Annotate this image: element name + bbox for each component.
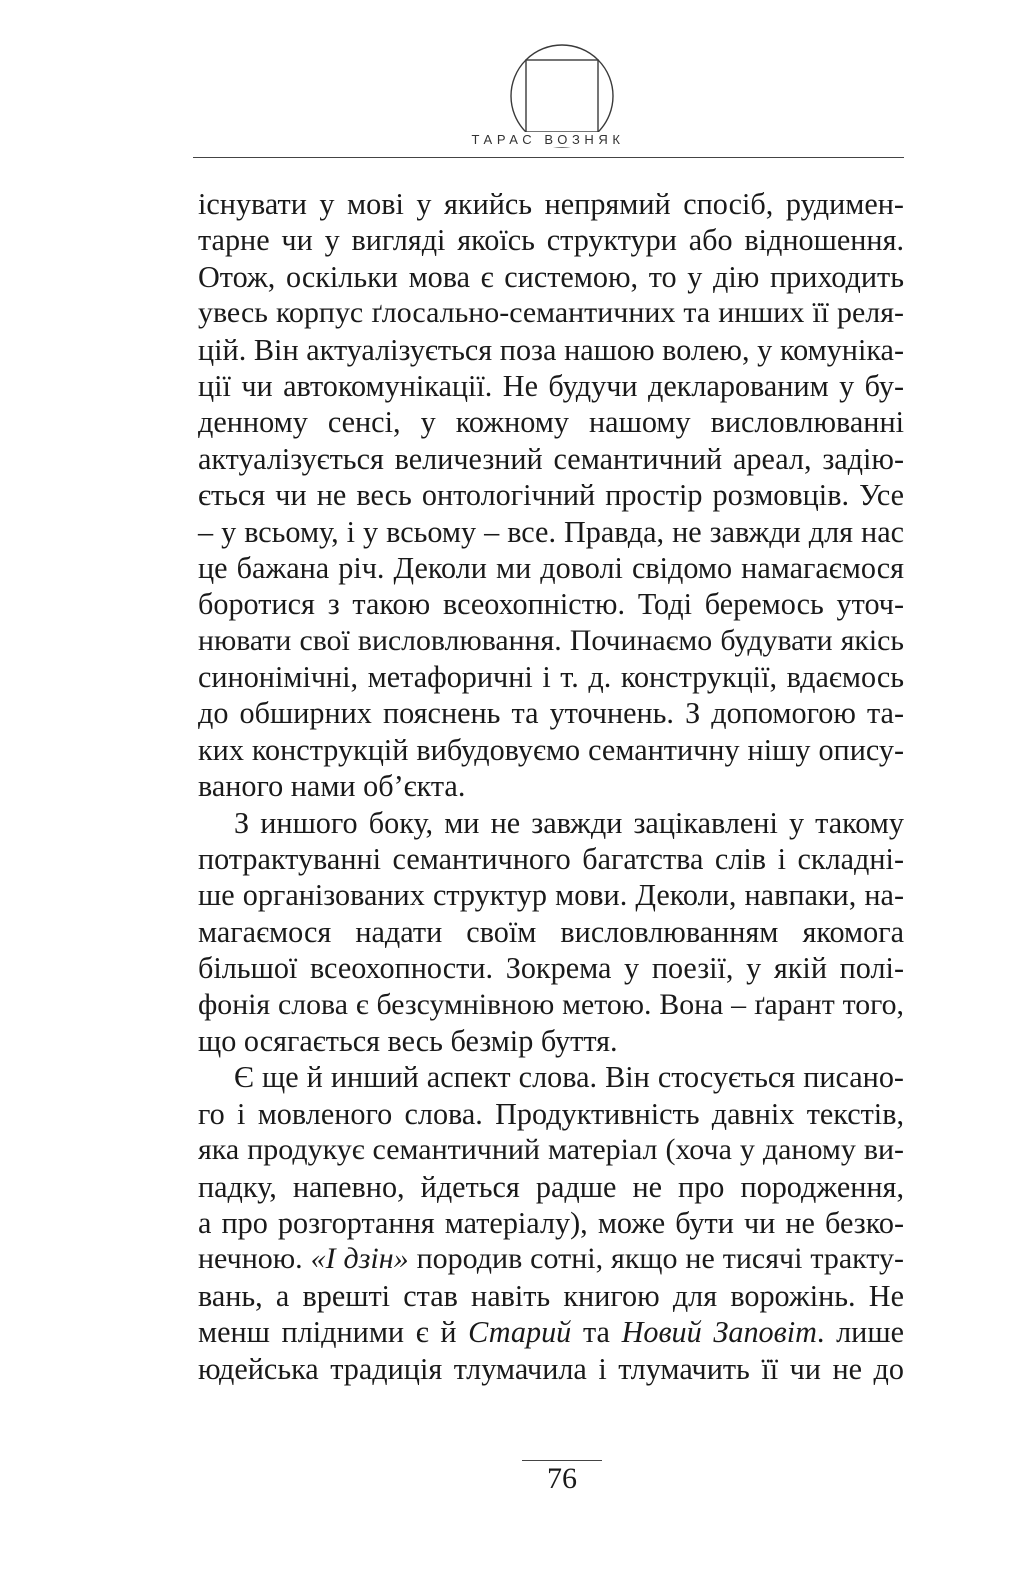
text-line: це бажана річ. Деколи ми доволі свідомо намагаємося (198, 550, 904, 585)
text-line: а про розгортання матеріалу), може бути чи не безко- (198, 1205, 904, 1240)
text-line: цій. Він актуалізується поза нашою волею, у комуніка- (198, 332, 904, 367)
text-line: го і мовленого слова. Продуктивність давніх текстів, (198, 1096, 904, 1131)
page-number-rule (522, 1460, 602, 1461)
text-line: магаємося надати своїм висловлюванням якомога (198, 914, 904, 949)
running-head (192, 132, 904, 147)
text-line: денному сенсі, у кожному нашому висловлюванні (198, 405, 904, 440)
text-span: менш плідними є й (198, 1315, 457, 1350)
text-span: . лише (816, 1315, 904, 1350)
body-text (198, 186, 904, 1387)
text-line: ваного нами об’єкта. (198, 769, 466, 804)
text-line: яка продукує семантичний матеріал (хоча у даному ви- (198, 1133, 904, 1167)
text-line: ється чи не весь онтологічний простір розмовців. Усе (198, 478, 904, 513)
text-line: потрактуванні семантичного багатства слів і складні- (198, 842, 904, 877)
text-line-mixed (198, 1314, 904, 1350)
text-line: ких конструкцій вибудовуємо семантичну нішу опису- (198, 732, 904, 767)
text-span: та (582, 1315, 610, 1350)
text-line: – у всьому, і у всьому – все. Правда, не завжди для нас (198, 514, 904, 549)
text-line: фонія слова є безсумнівною метою. Вона – ґарант того, (198, 987, 904, 1021)
text-line: юдейська традиція тлумачила і тлумачить її чи не до (198, 1351, 904, 1386)
running-head-text: ТАРАС ВОЗНЯК (457, 132, 638, 147)
text-line: що осягається весь безмір буття. (198, 1023, 618, 1058)
text-line: ції чи автокомунікації. Не будучи декларованим у бу- (198, 368, 904, 403)
book-title-italic: Старий (468, 1315, 572, 1350)
text-line: нювати свої висловлювання. Починаємо будувати якісь (198, 623, 904, 657)
paragraph-3 (198, 1059, 904, 1387)
text-line-mixed (198, 1241, 904, 1277)
text-line: З иншого боку, ми не завжди зацікавлені у такому (234, 805, 904, 840)
paragraph-2 (198, 805, 904, 1060)
paragraph-1 (198, 186, 904, 805)
book-title-italic: «І дзін» (310, 1242, 409, 1276)
text-line: увесь корпус ґлосально-семантичних та инших її реля- (198, 296, 904, 330)
text-line: існувати у мові у якийсь непрямий спосіб, рудимен- (198, 187, 904, 221)
text-span: нечною. (198, 1242, 303, 1276)
text-line: до обширних пояснень та уточнень. З допомогою та- (198, 696, 904, 731)
text-line: падку, напевно, йдеться радше не про породження, (198, 1169, 904, 1204)
book-title-italic: Новий Заповіт (621, 1315, 817, 1350)
header-rule (193, 157, 904, 158)
text-line: вань, а врешті став навіть книгою для ворожінь. Не (198, 1278, 904, 1313)
text-line: ше організованих структур мови. Деколи, навпаки, на- (198, 878, 904, 913)
text-line: Є ще й инший аспект слова. Він стосується писано- (234, 1060, 904, 1095)
text-line: Отож, оскільки мова є системою, то у дію приходить (198, 259, 904, 294)
text-span: породив сотні, якщо не тисячі тракту- (416, 1242, 905, 1276)
text-line: більшої всеохопности. Зокрема у поезії, у якій полі- (198, 951, 904, 986)
text-line: тарне чи у вигляді якоїсь структури або відношення. (198, 223, 904, 258)
text-line: актуалізується величезний семантичний ареал, задію- (198, 441, 904, 476)
text-line: боротися з такою всеохопністю. Тоді беремось уточ- (198, 587, 904, 622)
page-number: 76 (547, 1462, 577, 1495)
text-line: синонімічні, метафоричні і т. д. конструкції, вдаємось (198, 660, 904, 695)
